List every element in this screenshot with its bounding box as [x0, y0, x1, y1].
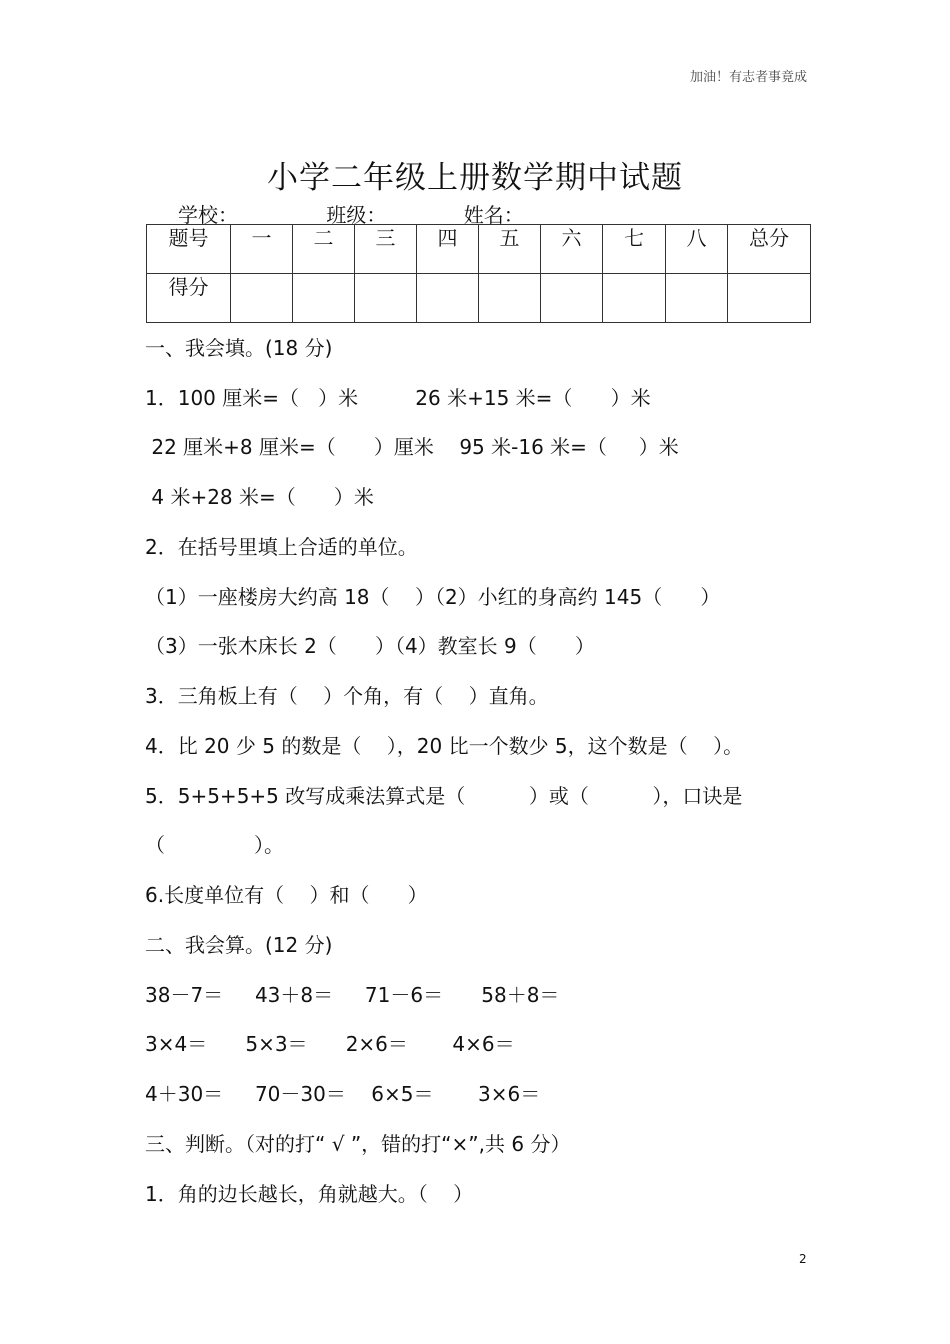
score-cell	[355, 274, 417, 323]
calculation-row-1: 38－7＝ 43＋8＝ 71－6＝ 58＋8＝	[145, 983, 560, 1007]
score-cell	[417, 274, 479, 323]
table-cell: 一	[231, 225, 293, 274]
table-cell: 得分	[147, 274, 231, 323]
table-cell: 二	[293, 225, 355, 274]
score-table	[146, 224, 811, 323]
question-5-continued: （ ）。	[145, 833, 285, 857]
score-cell	[603, 274, 666, 323]
question-3: 3．三角板上有（ ）个角，有（ ）直角。	[145, 684, 549, 708]
score-table-score-row	[147, 274, 811, 323]
question-1-line-1: 1．100 厘米=（ ）米 26 米+15 米=（ ）米	[145, 386, 651, 410]
score-cell	[541, 274, 603, 323]
score-cell	[479, 274, 541, 323]
question-6: 6.长度单位有（ ）和（ ）	[145, 883, 428, 907]
table-cell: 七	[603, 225, 666, 274]
score-cell	[231, 274, 293, 323]
table-cell: 总分	[728, 225, 811, 274]
school-label: 学校：	[178, 203, 238, 227]
section-3-heading: 三、判断。（对的打“ √ ”，错的打“×”,共 6 分）	[145, 1132, 571, 1156]
question-5: 5．5+5+5+5 改写成乘法算式是（ ）或（ ），口诀是	[145, 784, 743, 808]
calculation-row-2: 3×4＝ 5×3＝ 2×6＝ 4×6＝	[145, 1032, 515, 1056]
question-1-line-2: 22 厘米+8 厘米=（ ）厘米 95 米-16 米=（ ）米	[145, 435, 679, 459]
question-1-line-3: 4 米+28 米=（ ）米	[145, 485, 374, 509]
score-cell	[293, 274, 355, 323]
question-2-line-2: （3）一张木床长 2（ ）（4）教室长 9（ ）	[145, 634, 595, 658]
question-2-line-1: （1）一座楼房大约高 18（ ）（2）小红的身高约 145（ ）	[145, 585, 721, 609]
judgment-question-1: 1．角的边长越长，角就越大。（ ）	[145, 1182, 474, 1206]
question-4: 4．比 20 少 5 的数是（ ），20 比一个数少 5，这个数是（ ）。	[145, 734, 744, 758]
page-number: 2	[799, 1252, 807, 1266]
header-motto: 加油！有志者事竟成	[689, 70, 807, 85]
question-2: 2．在括号里填上合适的单位。	[145, 535, 418, 559]
section-1-heading: 一、我会填。(18 分)	[145, 336, 333, 360]
score-cell	[666, 274, 728, 323]
table-cell: 八	[666, 225, 728, 274]
score-table-header-row	[147, 225, 811, 274]
calculation-row-3: 4＋30＝ 70－30＝ 6×5＝ 3×6＝	[145, 1082, 541, 1106]
table-cell: 六	[541, 225, 603, 274]
class-label: 班级：	[326, 203, 387, 227]
section-2-heading: 二、我会算。(12 分)	[145, 933, 333, 957]
score-cell	[728, 274, 811, 323]
table-cell: 四	[417, 225, 479, 274]
page-title: 小学二年级上册数学期中试题	[267, 160, 683, 196]
table-cell: 三	[355, 225, 417, 274]
table-cell: 题号	[147, 225, 231, 274]
name-label: 姓名：	[463, 203, 524, 227]
table-cell: 五	[479, 225, 541, 274]
